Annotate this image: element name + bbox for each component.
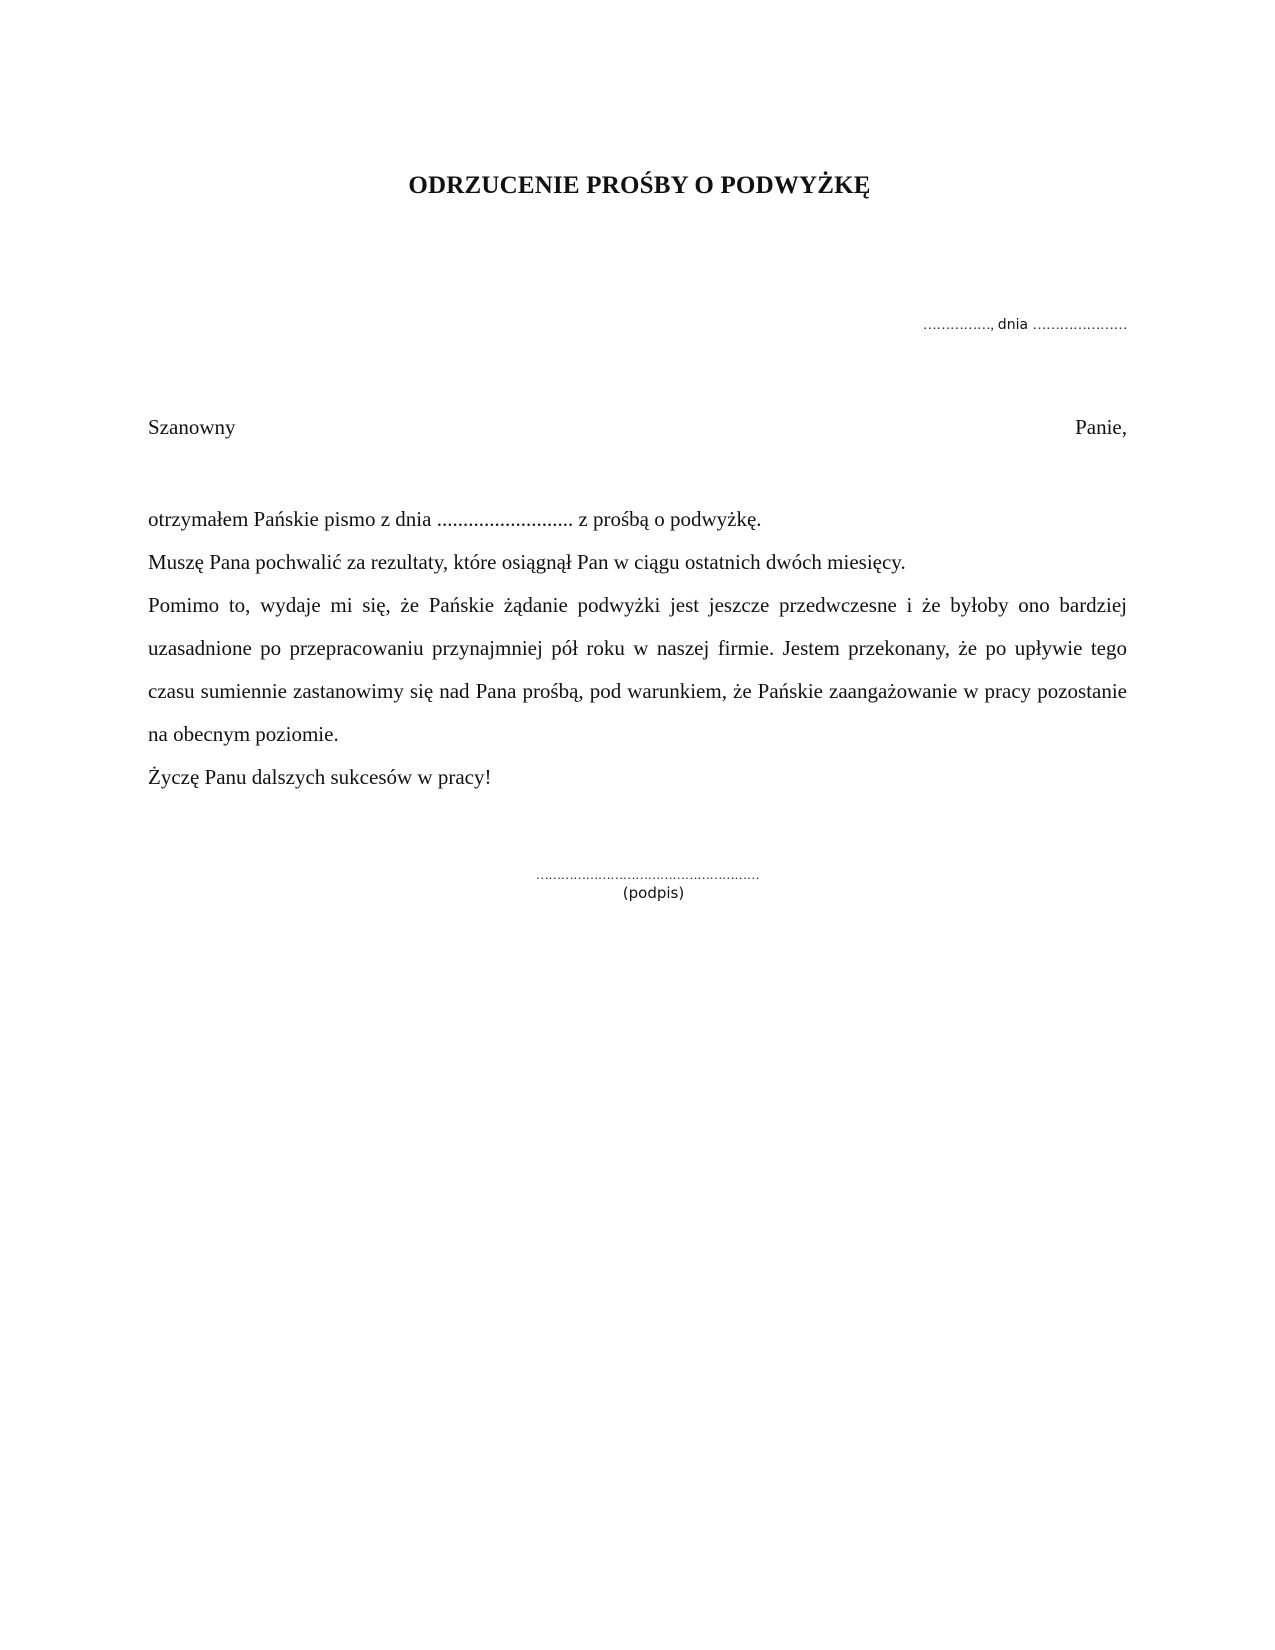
place-placeholder: ……………, <box>922 318 994 333</box>
place-date-line <box>923 316 1127 335</box>
paragraph: Pomimo to, wydaje mi się, że Pańskie żądanie podwyżki jest jeszcze przedwczesne i że byłoby ono bardziej uzasadnione po przepracowaniu przynajmniej pół roku w naszej firmie. Jestem przekonany, że po upływie tego czasu sumiennie zastanowimy się nad Pana prośbą, pod warunkiem, że Pańskie zaangażowanie w pracy pozostanie na obecnym poziomie. <box>148 593 1127 746</box>
paragraph: Muszę Pana pochwalić za rezultaty, które osiągnął Pan w ciągu ostatnich dwóch miesięcy. <box>148 550 906 574</box>
document-title: ODRZUCENIE PROŚBY O PODWYŻKĘ <box>408 172 871 199</box>
paragraph: Życzę Panu dalszych sukcesów w pracy! <box>148 765 492 789</box>
paragraph: otrzymałem Pańskie pismo z dnia .......................... z prośbą o podwyżkę. <box>148 507 762 531</box>
date-label: dnia <box>993 317 1033 333</box>
signature-label: (podpis) <box>622 884 685 902</box>
signature-block <box>520 868 775 904</box>
signature-line: ……………………………………………… <box>535 867 760 882</box>
salutation-right: Panie, <box>1075 415 1127 439</box>
date-placeholder: ………………… <box>1032 318 1127 333</box>
letter-body <box>148 498 1127 799</box>
salutation-left: Szanowny <box>148 415 236 439</box>
salutation <box>148 414 1127 440</box>
